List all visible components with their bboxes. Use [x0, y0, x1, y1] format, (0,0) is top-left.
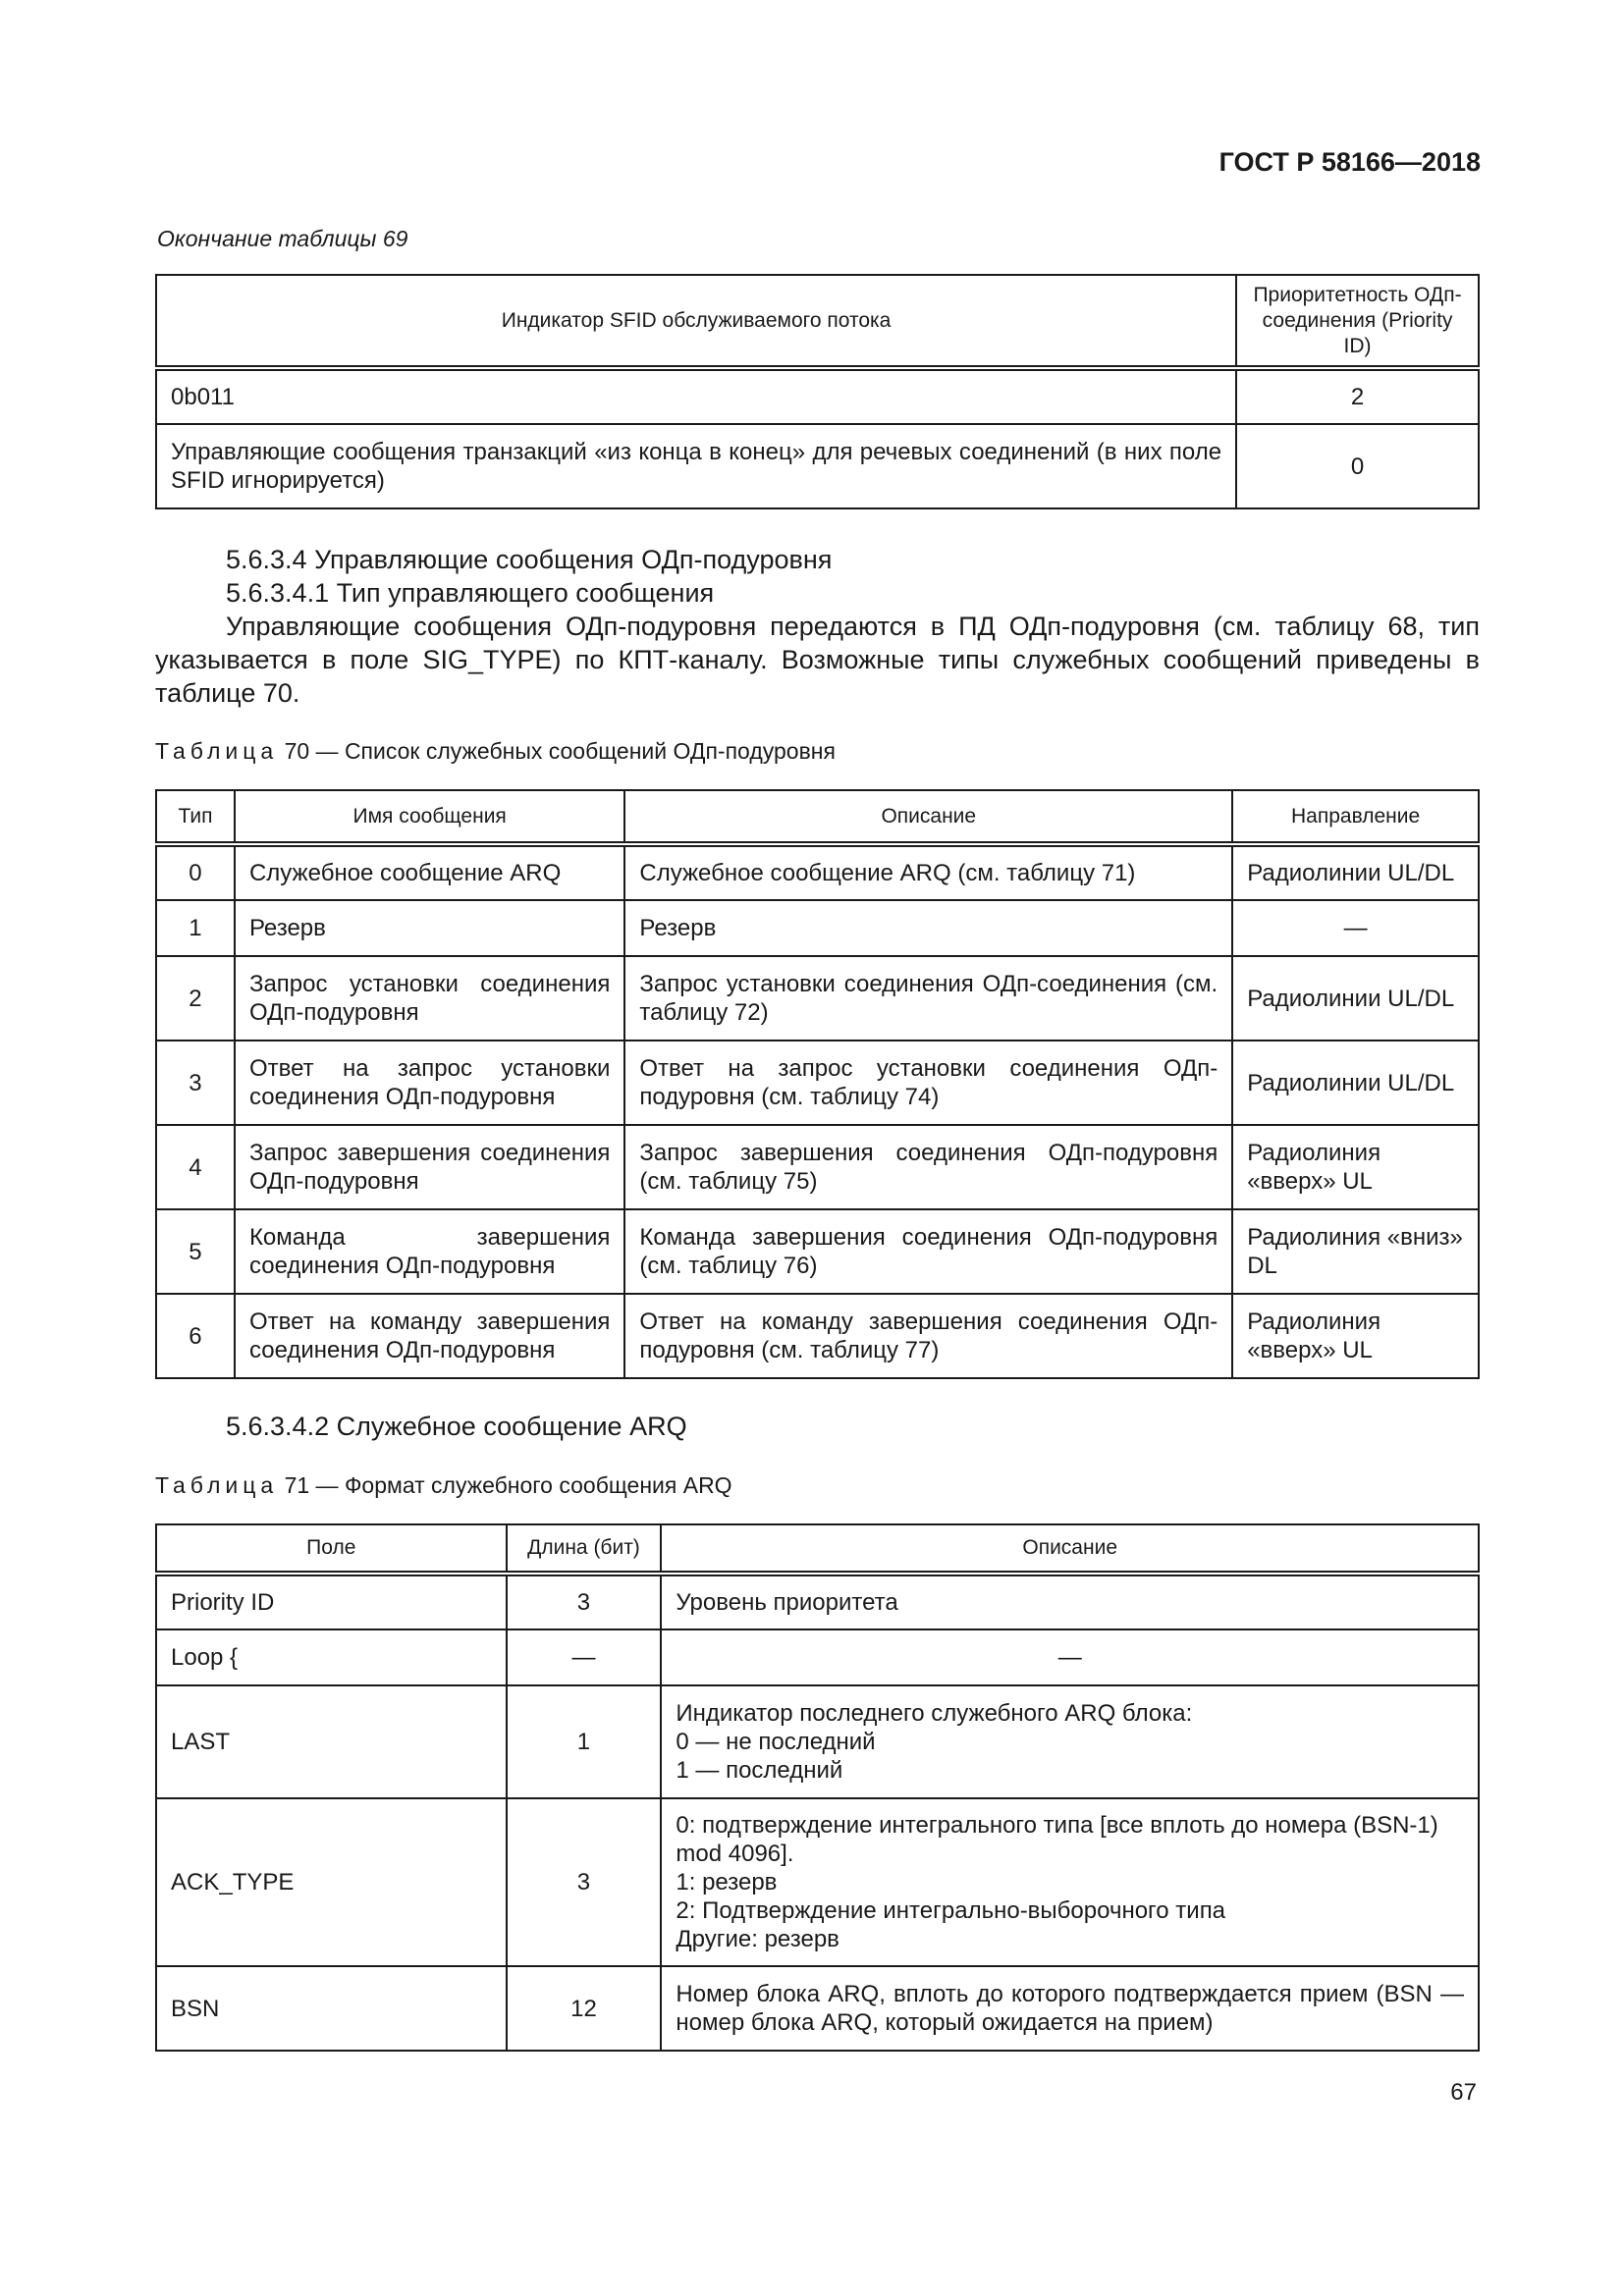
indicator-cell: 0b011: [156, 368, 1236, 424]
table-69-header-indicator: Индикатор SFID обслуживаемого потока: [156, 275, 1236, 368]
table-71-caption-text: 71 — Формат служебного сообщения ARQ: [284, 1472, 732, 1498]
description-cell: Запрос установки соединения ОДп-соединения (см. таблицу 72): [624, 956, 1232, 1041]
direction-cell: Радиолинии UL/DL: [1232, 956, 1479, 1041]
field-cell: LAST: [156, 1685, 507, 1798]
type-cell: 6: [156, 1294, 235, 1378]
name-cell: Команда завершения соединения ОДп-подуровня: [235, 1209, 624, 1294]
description-line: 1 — последний: [676, 1757, 843, 1784]
description-cell: Ответ на команду завершения соединения ОДп-подуровня (см. таблицу 77): [624, 1294, 1232, 1378]
section-heading-5-6-3-4-1: 5.6.3.4.1 Тип управляющего сообщения: [226, 578, 715, 608]
length-cell: —: [507, 1629, 662, 1685]
length-cell: 1: [507, 1685, 662, 1798]
description-line: Номер блока ARQ, вплоть до которого подтверждается прием (BSN — номер блока ARQ, который ожидается на прием): [676, 1981, 1464, 2036]
description-cell: Служебное сообщение ARQ (см. таблицу 71): [624, 844, 1232, 900]
indicator-cell: Управляющие сообщения транзакций «из конца в конец» для речевых соединений (в них поле SFID игнорируется): [156, 424, 1236, 508]
description-line: Уровень приоритета: [676, 1589, 898, 1616]
table-row: [156, 900, 1479, 956]
direction-cell: Радиолиния «вверх» UL: [1232, 1294, 1479, 1378]
table-row: [156, 424, 1479, 508]
body-paragraph: Управляющие сообщения ОДп-подуровня передаются в ПД ОДп-подуровня (см. таблицу 68, тип указывается в поле SIG_TYPE) по КПТ-каналу. Возможные типы служебных сообщений приведены в таблице 70.: [155, 612, 1480, 708]
table-70-caption-text: 70 — Список служебных сообщений ОДп-подуровня: [284, 738, 836, 764]
description-line: Индикатор последнего служебного ARQ блока:: [676, 1700, 1193, 1727]
table-row: [156, 1685, 1479, 1798]
description-cell: [661, 1966, 1479, 2051]
description-cell: Резерв: [624, 900, 1232, 956]
table-69-header-priority: Приоритетность ОДп-соединения (Priority ID): [1236, 275, 1479, 368]
name-cell: Резерв: [235, 900, 624, 956]
table-70-caption: [155, 738, 836, 765]
table-70-header-description: Описание: [624, 790, 1232, 844]
direction-cell: Радиолинии UL/DL: [1232, 1041, 1479, 1125]
table-row: [156, 1125, 1479, 1209]
description-cell: —: [661, 1629, 1479, 1685]
table-row: [156, 1294, 1479, 1378]
table-69-continuation-caption: Окончание таблицы 69: [157, 226, 408, 251]
table-71: [155, 1523, 1480, 2052]
table-69: [155, 274, 1480, 509]
direction-cell: Радиолиния «вниз» DL: [1232, 1209, 1479, 1294]
table-row: [156, 1798, 1479, 1966]
table-row: [156, 1041, 1479, 1125]
table-row: [156, 1629, 1479, 1685]
name-cell: Запрос установки соединения ОДп-подуровня: [235, 956, 624, 1041]
name-cell: Ответ на команду завершения соединения ОДп-подуровня: [235, 1294, 624, 1378]
length-cell: 3: [507, 1798, 662, 1966]
direction-cell: —: [1232, 900, 1479, 956]
description-cell: Команда завершения соединения ОДп-подуровня (см. таблицу 76): [624, 1209, 1232, 1294]
section-heading-5-6-3-4-2: 5.6.3.4.2 Служебное сообщение ARQ: [226, 1412, 687, 1441]
priority-cell: 0: [1236, 424, 1479, 508]
table-row: [156, 368, 1479, 424]
table-71-header-field: Поле: [156, 1524, 507, 1574]
table-row: [156, 844, 1479, 900]
table-row: [156, 956, 1479, 1041]
name-cell: Служебное сообщение ARQ: [235, 844, 624, 900]
field-cell: ACK_TYPE: [156, 1798, 507, 1966]
name-cell: Запрос завершения соединения ОДп-подуровня: [235, 1125, 624, 1209]
description-line: 2: Подтверждение интегрально-выборочного типа: [676, 1897, 1226, 1924]
table-row: [156, 1209, 1479, 1294]
description-cell: Ответ на запрос установки соединения ОДп-подуровня (см. таблицу 74): [624, 1041, 1232, 1125]
description-line: Другие: резерв: [676, 1926, 839, 1952]
document-number: ГОСТ Р 58166—2018: [1218, 147, 1481, 177]
table-71-header-length: Длина (бит): [507, 1524, 662, 1574]
table-70-header-name: Имя сообщения: [235, 790, 624, 844]
section-heading-5-6-3-4: 5.6.3.4 Управляющие сообщения ОДп-подуровня: [226, 545, 833, 574]
direction-cell: Радиолинии UL/DL: [1232, 844, 1479, 900]
description-cell: [661, 1798, 1479, 1966]
type-cell: 5: [156, 1209, 235, 1294]
table-row: [156, 1574, 1479, 1629]
field-cell: Loop {: [156, 1629, 507, 1685]
type-cell: 1: [156, 900, 235, 956]
type-cell: 4: [156, 1125, 235, 1209]
name-cell: Ответ на запрос установки соединения ОДп-подуровня: [235, 1041, 624, 1125]
table-70-header-direction: Направление: [1232, 790, 1479, 844]
type-cell: 2: [156, 956, 235, 1041]
description-cell: Запрос завершения соединения ОДп-подуровня (см. таблицу 75): [624, 1125, 1232, 1209]
table-70-header-type: Тип: [156, 790, 235, 844]
description-cell: [661, 1574, 1479, 1629]
table-row: [156, 1966, 1479, 2051]
table-70: [155, 789, 1480, 1379]
table-71-caption: [155, 1472, 732, 1499]
table-70-caption-label: Таблица: [155, 738, 279, 764]
description-line: 0 — не последний: [676, 1729, 876, 1755]
description-line: 1: резерв: [676, 1869, 778, 1896]
length-cell: 12: [507, 1966, 662, 2051]
page-number: 67: [1450, 2079, 1477, 2106]
description-cell: [661, 1685, 1479, 1798]
table-71-header-description: Описание: [661, 1524, 1479, 1574]
description-line: 0: подтверждение интегрального типа [все вплоть до номера (BSN-1) mod 4096].: [676, 1812, 1438, 1867]
type-cell: 0: [156, 844, 235, 900]
table-71-caption-label: Таблица: [155, 1472, 279, 1498]
field-cell: Priority ID: [156, 1574, 507, 1629]
type-cell: 3: [156, 1041, 235, 1125]
field-cell: BSN: [156, 1966, 507, 2051]
priority-cell: 2: [1236, 368, 1479, 424]
length-cell: 3: [507, 1574, 662, 1629]
direction-cell: Радиолиния «вверх» UL: [1232, 1125, 1479, 1209]
